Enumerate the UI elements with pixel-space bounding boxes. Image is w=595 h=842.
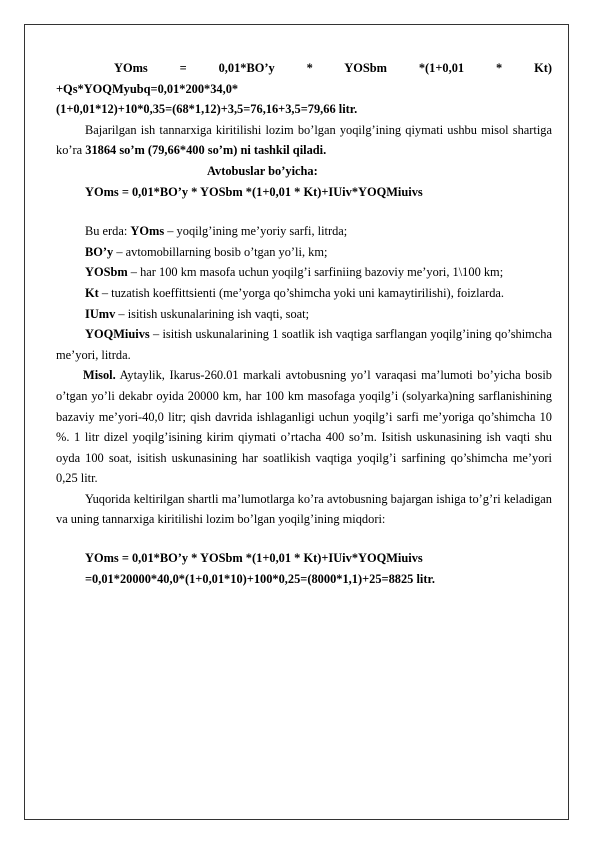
definition-item bbox=[85, 242, 552, 263]
formula-result-line-2 bbox=[85, 569, 552, 590]
formula-result-line-1 bbox=[85, 548, 552, 569]
definition-prefix: Bu erda: bbox=[85, 224, 131, 239]
definition-text: – avtomobillarning bosib o’tgan yo’li, km; bbox=[113, 244, 328, 259]
definition-item bbox=[56, 262, 552, 283]
example-label: Misol. bbox=[83, 368, 116, 383]
definition-item bbox=[56, 324, 552, 365]
definition-term: YOms bbox=[130, 224, 165, 239]
formula-line-3 bbox=[56, 99, 552, 120]
formula-text: YOms = 0,01*BO’y * YOSbm *(1+0,01 * Kt)+IUiv*YOQMiuivs bbox=[85, 551, 423, 566]
definition-item bbox=[85, 221, 552, 242]
formula-line-1 bbox=[85, 58, 552, 79]
definition-term: YOQMiuivs bbox=[85, 327, 150, 342]
definition-text: – isitish uskunalarining 1 soatlik ish vaqtiga sarflangan yoqilg’ining qo’shimcha me’yori, litrda. bbox=[56, 327, 552, 362]
definition-text: – isitish uskunalarining ish vaqti, soat; bbox=[115, 306, 310, 321]
formula-text: (1+0,01*12)+10*0,35=(68*1,12)+3,5=76,16+3,5=79,66 litr. bbox=[56, 102, 358, 117]
formula-text: +Qs*YOQMyubq=0,01*200*34,0* bbox=[56, 81, 239, 96]
example-text: Aytaylik, Ikarus-260.01 markali avtobusning yo’l varaqasi ma’lumoti bo’yicha bosib o’tgan yo’li dekabr oyida 20000 km, har 100 km masofaga yoqilg’i (solyarka)ning sarflanishining bazaviy me’yori-40,0 litr; qish davrida ishlaganligi uchun yoqilg’i sarfi me’yoriga qo’shimcha 10 %. 1 litr dizel yoqilg’isining kirim qiymati o’rtacha 400 so’m. Isitish uskunasining ish vaqti shu oyda 100 soat, isitish uskunasining har soatlikish vaqtiga yoqilg’i sarfining qo’shimcha me’yori 0,25 litr. bbox=[56, 368, 552, 486]
definition-term: IUmv bbox=[85, 306, 116, 321]
document-body bbox=[56, 58, 552, 589]
definition-term: Kt bbox=[85, 285, 99, 300]
definition-term: YOSbm bbox=[85, 265, 128, 280]
formula-text: =0,01*20000*40,0*(1+0,01*10)+100*0,25=(8000*1,1)+25=8825 litr. bbox=[85, 571, 435, 586]
definition-term: BO’y bbox=[85, 244, 114, 259]
paragraph-text: Yuqorida keltirilgan shartli ma’lumotlarga ko’ra avtobusning bajargan ishiga to’g’ri keladigan va uning tannarxiga kiritilishi lozim bo’lgan yoqilg’ining miqdori: bbox=[56, 491, 552, 527]
spacer bbox=[85, 202, 552, 221]
formula-line-2 bbox=[56, 79, 552, 100]
example-paragraph bbox=[56, 365, 552, 489]
definition-text: – yoqilg’ining me’yoriy sarfi, litrda; bbox=[164, 224, 348, 239]
definition-item bbox=[85, 304, 552, 325]
formula-text: YOms = 0,01*BO’y * YOSbm *(1+0,01 * Kt)+IUiv*YOQMiuivs bbox=[85, 184, 423, 199]
paragraph-bold: 31864 so’m (79,66*400 so’m) ni tashkil qiladi. bbox=[85, 143, 327, 158]
definition-text: – har 100 km masofa uchun yoqilg’i sarfiniing bazoviy me’yori, 1\100 km; bbox=[127, 265, 504, 280]
formula-text: YOms = 0,01*BO’y * YOSbm *(1+0,01 * Kt) bbox=[114, 61, 552, 75]
definition-text: – tuzatish koeffittsienti (me’yorga qo’shimcha yoki uni kamaytirilishi), foizlarda. bbox=[98, 285, 505, 300]
paragraph-conditions bbox=[56, 489, 552, 530]
paragraph-cost bbox=[56, 120, 552, 161]
spacer bbox=[85, 530, 552, 548]
paragraph-text: Bajarilgan ish tannarxiga kiritilishi lozim bo’lgan yoqilg’ining qiymati ushbu misol shartiga ko’ra bbox=[56, 122, 552, 158]
formula-bus bbox=[85, 182, 552, 203]
definition-item bbox=[56, 283, 552, 304]
section-heading: Avtobuslar bo’yicha: bbox=[207, 163, 318, 178]
